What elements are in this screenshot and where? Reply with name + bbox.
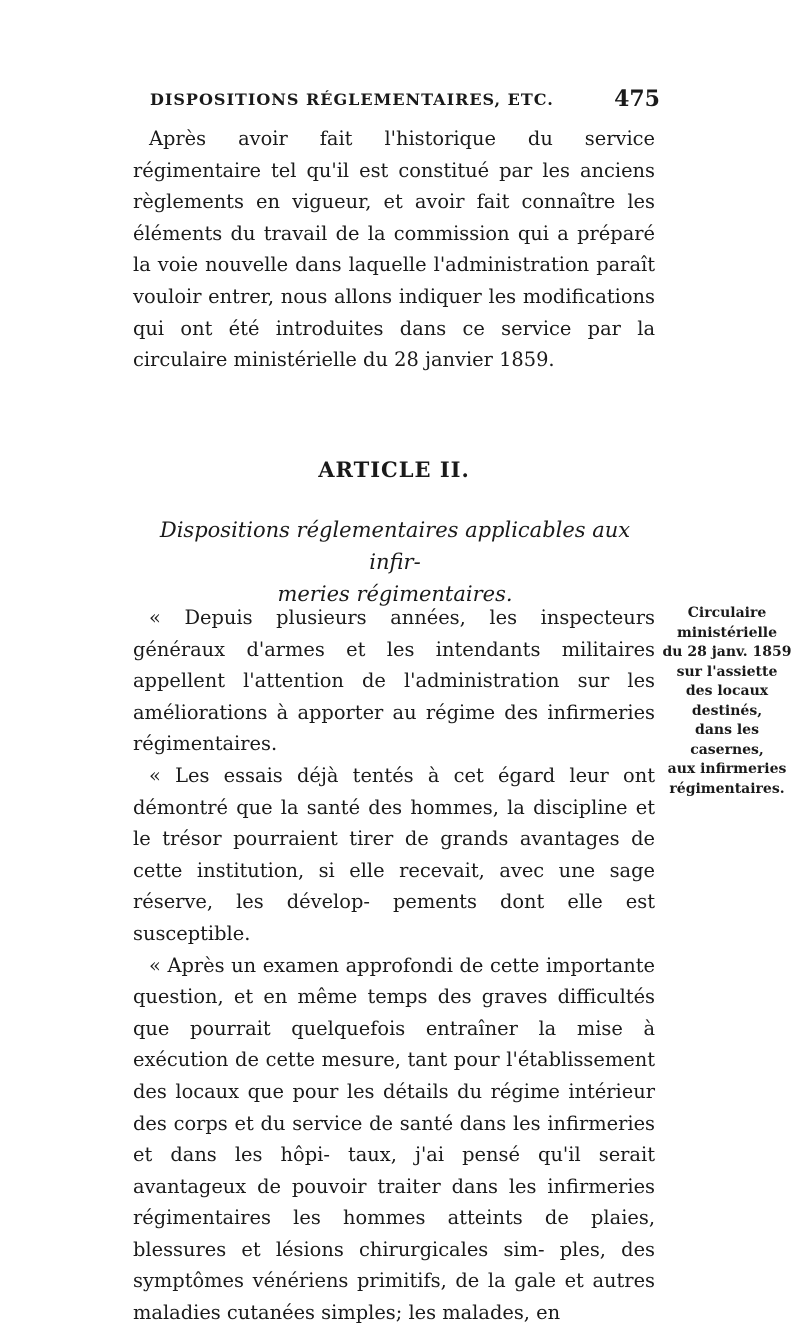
margin-note-line: régimentaires.	[669, 780, 785, 797]
margin-note-line: ministérielle	[676, 624, 778, 641]
page-number: 475	[614, 86, 660, 112]
intro-paragraph-block	[133, 123, 655, 376]
article-subheading	[150, 514, 640, 610]
subheading-line-1: Dispositions réglementaires applicables aux infir-	[159, 518, 631, 574]
article-heading: ARTICLE II.	[318, 457, 470, 482]
subheading-line-2: meries régimentaires.	[277, 582, 513, 606]
running-head	[150, 86, 660, 112]
margin-note-line: casernes,	[690, 741, 764, 758]
paragraph-3: « Après un examen approfondi de cette importante question, et en même temps des graves difficultés que pourrait quelquefois entraîner la mise à exécution de cette mesure, tant pour l'établissement des locaux que pour les détails du régime intérieur des corps et du service de santé dans les infirmeries et dans les hôpi- taux, j'ai pensé qu'il serait avantageux de pouvoir traiter dans les infirmeries régimentaires les hommes atteints de plaies, blessures et lésions chirurgicales sim- ples, des symptômes vénériens primitifs, de la gale et autres maladies cutanées simples; les malades, en	[133, 953, 655, 1325]
running-head-title: DISPOSITIONS RÉGLEMENTAIRES, ETC.	[150, 90, 554, 109]
margin-note-line: destinés,	[691, 702, 763, 719]
margin-note-line: Circulaire	[687, 605, 767, 621]
margin-note-line: du 28 janv. 1859	[662, 644, 792, 660]
margin-note-line: dans les	[695, 722, 759, 738]
paragraph-2: « Les essais déjà tentés à cet égard leur ont démontré que la santé des hommes, la discipline et le trésor pourraient tirer de grands avantages de cette institution, si elle recevait, avec une sage réserve, les dévelop- pements dont elle est susceptible.	[133, 763, 655, 945]
margin-note-line: aux infirmeries	[667, 761, 787, 777]
margin-note	[652, 604, 800, 799]
margin-note-line: sur l'assiette	[676, 663, 778, 680]
main-text-block	[133, 602, 655, 1329]
margin-note-line: des locaux	[685, 683, 769, 699]
intro-paragraph: Après avoir fait l'historique du service régimentaire tel qu'il est constitué par les anciens règlements en vigueur, et avoir fait connaître les éléments du travail de la commission qui a préparé la voie nouvelle dans laquelle l'administration paraît vouloir entrer, nous allons indiquer les modifications qui ont été introduites dans ce service par la circulaire ministérielle du 28 janvier 1859.	[133, 127, 655, 372]
paragraph-1: « Depuis plusieurs années, les inspecteurs généraux d'armes et les intendants militaires appellent l'attention de l'administration sur les améliorations à apporter au régime des infirmeries régimentaires.	[133, 606, 655, 756]
